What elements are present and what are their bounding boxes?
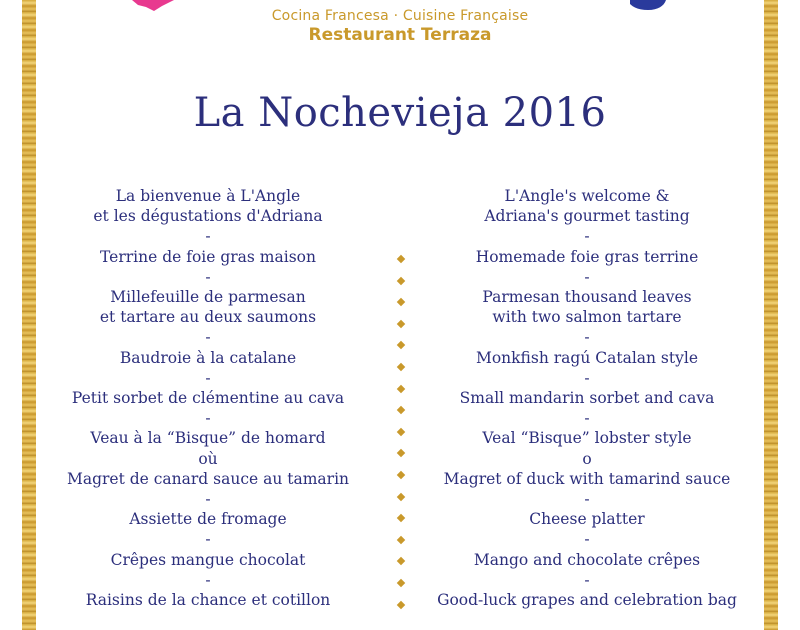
diamond-icon: [397, 341, 405, 349]
menu-item-line: with two salmon tartare: [492, 308, 682, 327]
diamond-icon: [397, 406, 405, 414]
course-separator: -: [584, 490, 590, 509]
course-separator: -: [584, 409, 590, 428]
diamond-divider: [394, 256, 408, 623]
course-separator: -: [205, 490, 211, 509]
cuisine-subtitle: Cocina Francesa · Cuisine Française: [271, 8, 529, 24]
course-separator: -: [205, 530, 211, 549]
diamond-icon: [397, 363, 405, 371]
menu-item-line: Small mandarin sorbet and cava: [459, 389, 715, 408]
diamond-icon: [397, 255, 405, 263]
menu-item-line: où: [198, 449, 218, 468]
course-separator: -: [205, 409, 211, 428]
diamond-icon: [397, 535, 405, 543]
menu-item-line: Good-luck grapes and celebration bag: [437, 591, 737, 610]
header: [0, 8, 800, 45]
course-separator: -: [584, 328, 590, 347]
menu-item-line: Veal “Bisque” lobster style: [482, 429, 692, 448]
diamond-icon: [397, 492, 405, 500]
menu-item-line: Baudroie à la catalane: [119, 348, 297, 367]
menu-item-line: La bienvenue à L'Angle: [115, 187, 301, 205]
menu-item-line: L'Angle's welcome &: [504, 187, 670, 205]
menu-item-line: Monkfish ragú Catalan style: [475, 348, 698, 367]
course-separator: -: [205, 368, 211, 387]
menu-item-line: Homemade foie gras terrine: [475, 247, 699, 266]
diamond-icon: [397, 557, 405, 565]
diamond-icon: [397, 449, 405, 457]
course-separator: -: [584, 530, 590, 549]
menu-item-line: Mango and chocolate crêpes: [473, 550, 701, 569]
diamond-icon: [397, 514, 405, 522]
menu-item-line: Parmesan thousand leaves: [482, 288, 692, 307]
menu-item-line: Crêpes mangue chocolat: [110, 550, 306, 569]
menu-item-line: Millefeuille de parmesan: [110, 288, 306, 307]
course-separator: -: [205, 267, 211, 286]
course-separator: -: [584, 368, 590, 387]
diamond-icon: [397, 600, 405, 608]
menu-item-line: Veau à la “Bisque” de homard: [90, 429, 326, 448]
course-separator: -: [205, 570, 211, 589]
course-separator: -: [205, 227, 211, 246]
restaurant-name: Restaurant Terraza: [308, 25, 492, 45]
menu-item-line: o: [582, 449, 592, 468]
menu-item-line: Adriana's gourmet tasting: [484, 207, 690, 226]
diamond-icon: [397, 579, 405, 587]
course-separator: -: [584, 227, 590, 246]
course-separator: -: [584, 267, 590, 286]
diamond-icon: [397, 276, 405, 284]
menu-item-line: et les dégustations d'Adriana: [93, 207, 323, 226]
diamond-icon: [397, 320, 405, 328]
diamond-icon: [397, 471, 405, 479]
menu-item-line: Magret de canard sauce au tamarin: [66, 469, 350, 488]
diamond-icon: [397, 298, 405, 306]
course-separator: -: [205, 328, 211, 347]
menu-item-line: Magret of duck with tamarind sauce: [443, 469, 731, 488]
menu-item-line: Raisins de la chance et cotillon: [85, 591, 331, 610]
menu-item-line: et tartare au deux saumons: [99, 308, 317, 327]
menu-column-french: [48, 186, 368, 610]
menu-item-line: Terrine de foie gras maison: [100, 247, 316, 266]
menu-column-english: [427, 186, 747, 610]
diamond-icon: [397, 384, 405, 392]
menu-item-line: Assiette de fromage: [129, 510, 287, 529]
diamond-icon: [397, 428, 405, 436]
course-separator: -: [584, 570, 590, 589]
menu-title: La Nochevieja 2016: [193, 90, 607, 136]
menu-item-line: Petit sorbet de clémentine au cava: [71, 389, 345, 408]
menu-item-line: Cheese platter: [529, 510, 645, 529]
